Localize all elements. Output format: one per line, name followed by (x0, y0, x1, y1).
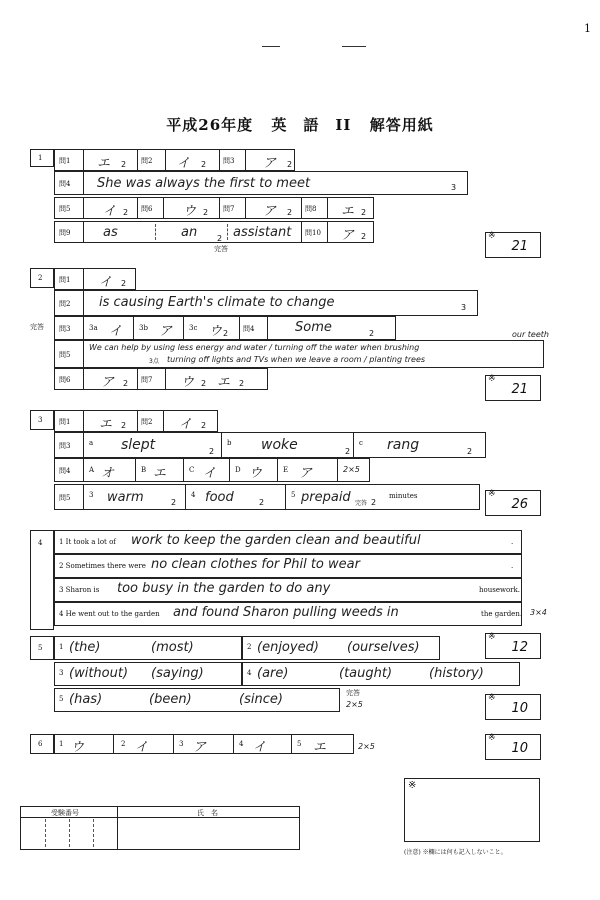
answer-5-4-1[interactable]: (are) (257, 666, 289, 681)
q5-mult: 2×5 (346, 700, 363, 709)
q1-row2: 問4 She was always the first to meet 3 (54, 171, 468, 195)
answer-5-3-1[interactable]: (without) (69, 666, 129, 681)
q5-item2: 2 (enjoyed) (ourselves) (242, 636, 440, 660)
answer-5-4-3[interactable]: (history) (429, 666, 484, 681)
exam-number-field[interactable] (23, 819, 115, 847)
answer-3-1[interactable]: エ (99, 417, 113, 432)
q4-row4: 4 He went out to the garden and found Sharon pulling weeds in the garden. (54, 602, 522, 626)
q1-note: 完答 (214, 245, 228, 253)
answer-6-5[interactable]: エ (313, 740, 327, 755)
answer-3-4D[interactable]: ウ (249, 466, 263, 481)
section-number-box: 5 (30, 636, 54, 660)
answer-3-5-5[interactable]: prepaid (301, 490, 351, 505)
q1-row1: 問1 エ 2 問2 イ 2 問3 ア 2 (54, 149, 295, 171)
footer-note: (注意) ※欄には何も記入しないこと。 (404, 849, 507, 856)
name-label: 氏 名 (197, 809, 218, 817)
q3-row1: 問1 エ 2 問2 イ 2 (54, 410, 218, 432)
answer-3-3c[interactable]: rang (387, 437, 420, 453)
total-score-box: ※ (404, 778, 540, 842)
answer-3-5-4[interactable]: food (205, 490, 234, 505)
q1-row4: 問9 as an assistant 2 問10 ア 2 (54, 221, 374, 243)
answer-6-1[interactable]: ウ (71, 740, 85, 755)
answer-5-5-3[interactable]: (since) (239, 692, 283, 707)
answer-1-9-3[interactable]: assistant (233, 225, 292, 240)
q2-row6: 問6 ア 2 問7 ウ 2 エ 2 (54, 368, 268, 390)
answer-3-3a[interactable]: slept (121, 437, 156, 453)
answer-1-10[interactable]: ア (341, 228, 355, 243)
answer-2-2[interactable]: is causing Earth's climate to change (99, 295, 335, 310)
answer-2-7a[interactable]: ウ (181, 375, 195, 390)
answer-2-7b[interactable]: エ (217, 375, 231, 390)
section-number-box: 4 (30, 530, 54, 630)
q3-row5: 問5 3 warm 2 4 food 2 5 prepaid 完答 2 minutes (54, 484, 480, 510)
answer-5-1-1[interactable]: (the) (69, 640, 101, 655)
answer-3-4C[interactable]: イ (203, 466, 217, 481)
exam-number-label: 受験番号 (51, 809, 79, 817)
answer-6-4[interactable]: イ (253, 740, 267, 755)
q1-row3: 問5 イ 2 問6 ウ 2 問7 ア 2 問8 エ 2 (54, 197, 374, 219)
answer-1-2[interactable]: イ (177, 156, 191, 171)
q2-row5: 問5 We can help by using less energy and water / turning off the water when brushing 3点 turning off lights and TVs when we leave a room / planting trees (54, 340, 544, 368)
q2-score-box: ※ 21 (485, 375, 541, 401)
q2-row1: 問1 イ 2 (54, 268, 136, 290)
answer-2-5-line2[interactable]: turning off lights and TVs when we leave a room / planting trees (167, 355, 426, 364)
q5-score-box: ※ 10 (485, 694, 541, 720)
answer-4-3[interactable]: too busy in the garden to do any (117, 581, 331, 596)
q3-row3: 問3 a slept 2 b woke 2 c rang 2 (54, 432, 486, 458)
scan-mark (262, 46, 280, 47)
page-title (0, 114, 600, 135)
title-kind: 解答用紙 (369, 116, 434, 134)
answer-3-3b[interactable]: woke (261, 437, 298, 453)
answer-4-2[interactable]: no clean clothes for Phil to wear (151, 557, 360, 572)
page-number: 1 (584, 22, 591, 35)
answer-1-9-1[interactable]: as (103, 225, 118, 240)
answer-2-4[interactable]: Some (295, 320, 332, 335)
title-era: 平成26年度 (166, 116, 254, 134)
q2-row3: 問3 3a イ 3b ア 3c ウ 2 問4 Some 2 (54, 316, 396, 340)
q4-row1: 1 It took a lot of work to keep the garden clean and beautiful . (54, 530, 522, 554)
q5-note: 完答 (346, 689, 360, 697)
answer-5-3-2[interactable]: (saying) (151, 666, 204, 681)
answer-1-9-2[interactable]: an (181, 225, 198, 240)
answer-2-3b[interactable]: ア (159, 324, 173, 339)
q2-side-note: 完答 (30, 323, 44, 331)
name-field[interactable] (119, 819, 297, 847)
answer-5-4-2[interactable]: (taught) (339, 666, 393, 681)
answer-1-4[interactable]: She was always the first to meet (97, 176, 311, 191)
q6-row: 1 ウ 2 イ 3 ア 4 イ 5 エ (54, 734, 354, 754)
answer-4-4[interactable]: and found Sharon pulling weeds in (173, 605, 399, 620)
answer-2-3c[interactable]: ウ (209, 324, 223, 339)
answer-3-5-3[interactable]: warm (107, 490, 144, 505)
answer-3-4A[interactable]: オ (101, 466, 115, 481)
q6-mult: 2×5 (358, 742, 375, 751)
section-number-box: 3 (30, 410, 54, 430)
q3-row4: 問4 A オ B エ C イ D ウ E ア 2×5 (54, 458, 370, 482)
q2-row2: 問2 is causing Earth's climate to change 3 (54, 290, 478, 316)
answer-5-2-2[interactable]: (ourselves) (347, 640, 420, 655)
answer-3-2[interactable]: イ (179, 417, 193, 432)
scan-mark (342, 46, 366, 47)
answer-5-1-2[interactable]: (most) (151, 640, 194, 655)
q3-score-box: ※ 26 (485, 490, 541, 516)
q4-mult: 3×4 (530, 608, 547, 617)
q4-row3: 3 Sharon is too busy in the garden to do any housework. (54, 578, 522, 602)
answer-3-4E[interactable]: ア (299, 466, 313, 481)
answer-1-6[interactable]: ウ (183, 204, 197, 219)
answer-4-1[interactable]: work to keep the garden clean and beautiful (131, 533, 421, 548)
q5-item1: 1 (the) (most) (54, 636, 242, 660)
q6-score-box: ※ 10 (485, 734, 541, 760)
answer-3-4B[interactable]: エ (153, 466, 167, 481)
q4-row2: 2 Sometimes there were no clean clothes for Phil to wear . (54, 554, 522, 578)
answer-5-5-2[interactable]: (been) (149, 692, 192, 707)
answer-2-6[interactable]: ア (101, 375, 115, 390)
answer-2-3a[interactable]: イ (109, 324, 123, 339)
q1-score-box: ※ 21 (485, 232, 541, 258)
q5-item4: 4 (are) (taught) (history) (242, 662, 520, 686)
q4-score-box: ※ 12 (485, 633, 541, 659)
section-number-box: 2 (30, 268, 54, 288)
title-subject: 英 語 II (271, 116, 352, 134)
section-number-box: 1 (30, 149, 54, 167)
answer-6-2[interactable]: イ (135, 740, 149, 755)
section-number-box: 6 (30, 734, 54, 754)
answer-1-5[interactable]: イ (103, 204, 117, 219)
q5-item3: 3 (without) (saying) (54, 662, 242, 686)
answer-1-1[interactable]: エ (97, 156, 111, 171)
answer-6-3[interactable]: ア (193, 740, 207, 755)
q5-item5: 5 (has) (been) (since) (54, 688, 340, 712)
answer-2-5-line1[interactable]: We can help by using less energy and water / turning off the water when brushing (89, 343, 420, 352)
exam-info-table (20, 806, 300, 850)
answer-1-3[interactable]: ア (263, 156, 277, 171)
answer-5-5-1[interactable]: (has) (69, 692, 103, 707)
answer-5-2-1[interactable]: (enjoyed) (257, 640, 319, 655)
answer-1-8[interactable]: エ (341, 204, 355, 219)
answer-2-1[interactable]: イ (99, 275, 113, 290)
answer-1-7[interactable]: ア (263, 204, 277, 219)
